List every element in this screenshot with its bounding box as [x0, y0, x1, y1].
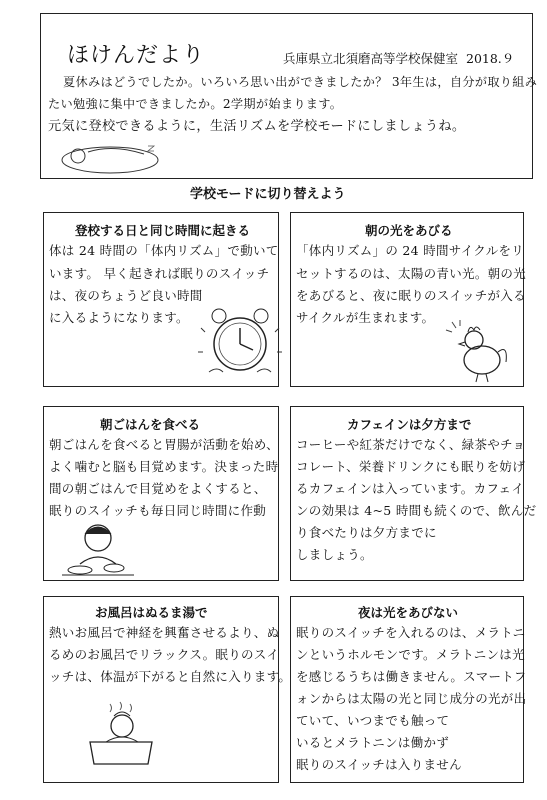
card-caffeine-line-6: しましょう。 — [296, 547, 373, 562]
card-breakfast-line-1: 朝ごはんを食べると胃腸が活動を始め、 — [49, 437, 279, 452]
card-caffeine-line-2: コレート、栄養ドリンクにも眠りを妨げ — [296, 459, 526, 474]
issue-date: 2018.９ — [466, 51, 515, 66]
card-title-caffeine: カフェインは夕方まで — [347, 417, 472, 432]
card-night-light-line-4: ォンからは太陽の光と同じ成分の光が出 — [296, 691, 527, 706]
card-caffeine-line-3: るカフェインは入っています。カフェイ — [296, 481, 525, 496]
bathing-person-illustration — [88, 702, 158, 772]
rooster-illustration — [450, 322, 510, 382]
card-night-light-line-1: 眠りのスイッチを入れるのは、メラトニ — [296, 625, 526, 640]
card-wake-up-line-1: 体は 24 時間の「体内リズム」で動いて — [49, 243, 279, 258]
card-caffeine-line-1: コーヒーや紅茶だけでなく、緑茶やチョ — [296, 437, 526, 452]
card-morning-light-line-1: 「体内リズム」の 24 時間サイクルをリ — [296, 243, 525, 258]
card-night-light-line-3: を感じるうちは働きません。スマートフ — [296, 669, 527, 684]
card-caffeine-line-4: ンの効果は 4~5 時間も続くので、飲んだ — [296, 503, 537, 518]
intro-line-2: たい勉強に集中できましたか。2学期が始まります。 — [48, 97, 343, 111]
card-title-breakfast: 朝ごはんを食べる — [100, 417, 201, 432]
card-title-morning-light: 朝の光をあびる — [365, 223, 453, 238]
alarm-clock-illustration — [205, 302, 275, 382]
card-wake-up-line-3: は、夜のちょうど良い時間 — [49, 288, 203, 303]
card-night-light-line-2: ンというホルモンです。メラトニンは光 — [296, 647, 525, 662]
card-morning-light-line-4: サイクルが生まれます。 — [296, 310, 435, 325]
card-night-light-line-6: いるとメラトニンは働かず — [296, 735, 450, 750]
section-title: 学校モードに切り替えよう — [190, 187, 346, 202]
card-breakfast-line-2: よく噛むと脳も目覚めます。決まった時 — [49, 459, 279, 474]
card-morning-light-line-3: をあびると、夜に眠りのスイッチが入る — [296, 288, 526, 303]
card-bath-line-3: ッチは、体温が下がると自然に入ります。 — [49, 669, 292, 684]
card-title-wake-up: 登校する日と同じ時間に起きる — [75, 223, 251, 238]
card-morning-light-line-2: セットするのは、太陽の青い光。朝の光 — [296, 266, 527, 281]
newsletter-title: ほけんだより — [67, 43, 206, 68]
intro-line-3: 元気に登校できるように，生活リズムを学校モードにしましょうね。 — [48, 119, 466, 134]
card-title-bath: お風呂はぬるま湯で — [95, 605, 208, 620]
card-title-night-light: 夜は光をあびない — [358, 605, 459, 620]
issuer-name: 兵庫県立北須磨高等学校保健室 — [283, 51, 459, 66]
sleeping-person-illustration — [52, 138, 162, 178]
card-wake-up-line-4: に入るようになります。 — [49, 310, 189, 325]
card-night-light-line-7: 眠りのスイッチは入りません — [296, 757, 462, 772]
card-bath-line-1: 熱いお風呂で神経を興奮させるより、ぬ — [49, 625, 280, 640]
card-wake-up-line-2: います。 早く起きれば眠りのスイッチ — [49, 266, 270, 281]
card-bath-line-2: るめのお風呂でリラックス。眠りのスイ — [49, 647, 280, 662]
card-breakfast-line-3: 間の朝ごはんで目覚めをよくすると、 — [49, 481, 267, 496]
card-caffeine-line-5: り食べたりは夕方までに — [296, 525, 437, 540]
card-breakfast-line-4: 眠りのスイッチも毎日同じ時間に作動 — [49, 503, 267, 518]
intro-line-1: 夏休みはどうでしたか。いろいろ思い出ができましたか？ 3年生は，自分が取り組み — [63, 75, 538, 89]
card-night-light-line-5: ていて、いつまでも触って — [296, 713, 450, 728]
breakfast-boy-illustration — [58, 520, 138, 580]
